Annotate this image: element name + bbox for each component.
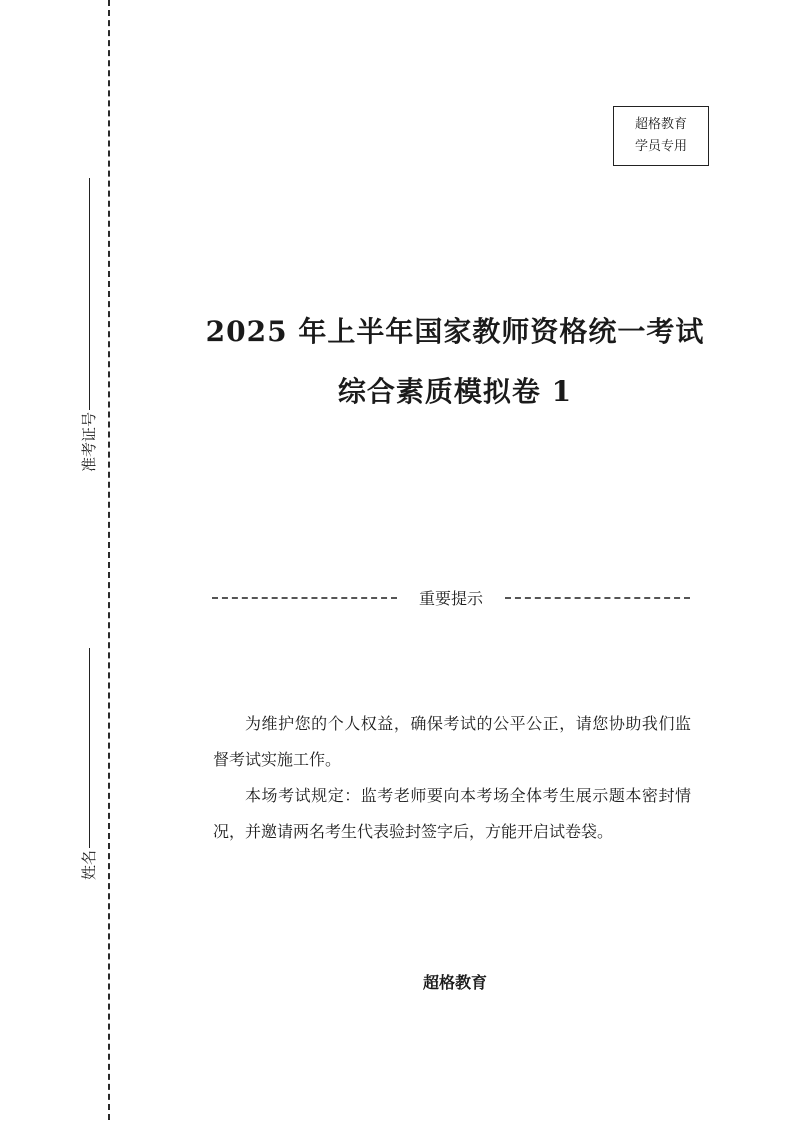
ticket-number-label: 准考证号 <box>80 411 98 472</box>
notice-paragraph-2: 本场考试规定：监考老师要向本考场全体考生展示题本密封情况，并邀请两名考生代表验封签字后，方能开启试卷袋。 <box>213 786 691 841</box>
notice-dashes-left <box>212 597 397 599</box>
exam-subtitle: 综合素质模拟卷 1 <box>337 375 573 408</box>
name-label: 姓名 <box>80 849 98 880</box>
student-use-stamp <box>613 106 709 166</box>
footer-organization: 超格教育 <box>422 973 487 992</box>
notice-heading-label: 重要提示 <box>419 589 484 608</box>
name-underline <box>88 648 90 848</box>
notice-paragraph-1: 为维护您的个人权益，确保考试的公平公正，请您协助我们监督考试实施工作。 <box>213 714 691 769</box>
name-field <box>78 648 99 880</box>
notice-dashes-right <box>505 597 690 599</box>
stamp-line-1: 超格教育 <box>634 117 687 132</box>
notice-heading <box>212 586 690 609</box>
binding-dashed-line <box>108 0 110 1120</box>
stamp-line-2: 学员专用 <box>634 139 687 154</box>
ticket-number-field <box>78 178 99 472</box>
exam-title: 2025 年上半年国家教师资格统一考试 <box>205 315 705 348</box>
ticket-number-underline <box>88 178 90 410</box>
